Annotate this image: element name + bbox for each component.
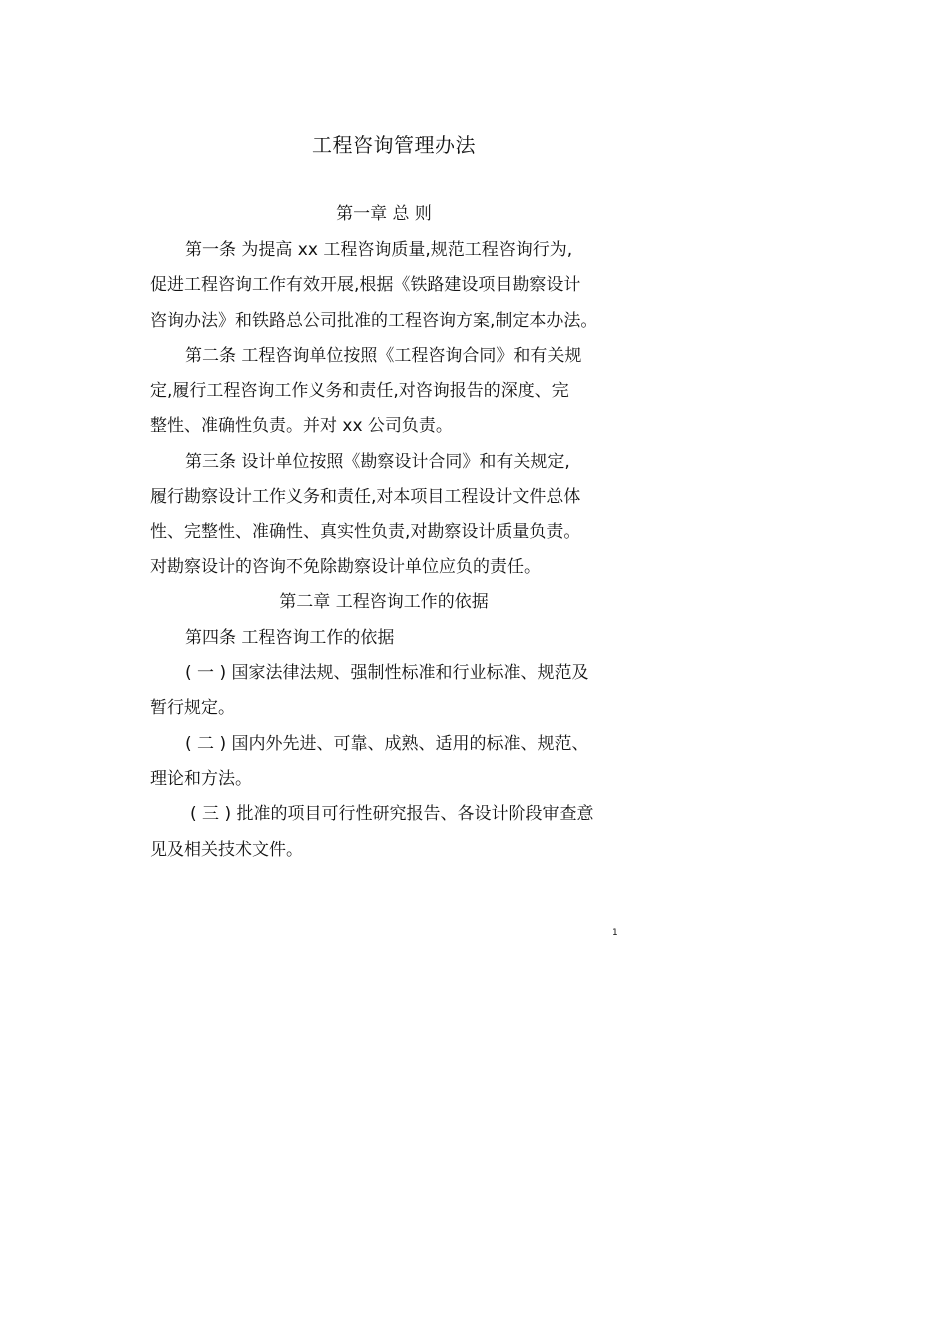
article-4-item-2-line-2: 理论和方法。 xyxy=(150,769,252,789)
chapter-2-heading: 第二章 工程咨询工作的依据 xyxy=(279,592,489,612)
article-4-item-3-line-2: 见及相关技术文件。 xyxy=(150,840,303,860)
article-2-line-2: 定,履行工程咨询工作义务和责任,对咨询报告的深度、完 xyxy=(150,381,569,401)
article-3-line-2: 履行勘察设计工作义务和责任,对本项目工程设计文件总体 xyxy=(150,487,581,507)
article-3-line-4: 对勘察设计的咨询不免除勘察设计单位应负的责任。 xyxy=(150,557,541,577)
article-1-line-3: 咨询办法》和铁路总公司批准的工程咨询方案,制定本办法。 xyxy=(150,311,598,331)
article-1-line-1: 第一条 为提高 xx 工程咨询质量,规范工程咨询行为, xyxy=(185,240,573,260)
article-4-item-2-line-1: ( 二 ) 国内外先进、可靠、成熟、适用的标准、规范、 xyxy=(185,734,589,754)
article-3-line-3: 性、完整性、准确性、真实性负责,对勘察设计质量负责。 xyxy=(150,522,581,542)
page-number: 1 xyxy=(612,928,618,938)
article-4-item-1-line-2: 暂行规定。 xyxy=(150,698,235,718)
article-2-line-3: 整性、准确性负责。并对 xx 公司负责。 xyxy=(150,416,453,436)
article-2-line-1: 第二条 工程咨询单位按照《工程咨询合同》和有关规 xyxy=(185,346,582,366)
article-4-item-3-line-1: ( 三 ) 批准的项目可行性研究报告、各设计阶段审查意 xyxy=(190,804,594,824)
article-4-item-1-line-1: ( 一 ) 国家法律法规、强制性标准和行业标准、规范及 xyxy=(185,663,589,683)
article-3-line-1: 第三条 设计单位按照《勘察设计合同》和有关规定, xyxy=(185,452,570,472)
article-1-line-2: 促进工程咨询工作有效开展,根据《铁路建设项目勘察设计 xyxy=(150,275,581,295)
chapter-1-heading: 第一章 总 则 xyxy=(336,204,432,224)
article-4-heading: 第四条 工程咨询工作的依据 xyxy=(185,628,395,648)
document-title: 工程咨询管理办法 xyxy=(312,133,476,157)
